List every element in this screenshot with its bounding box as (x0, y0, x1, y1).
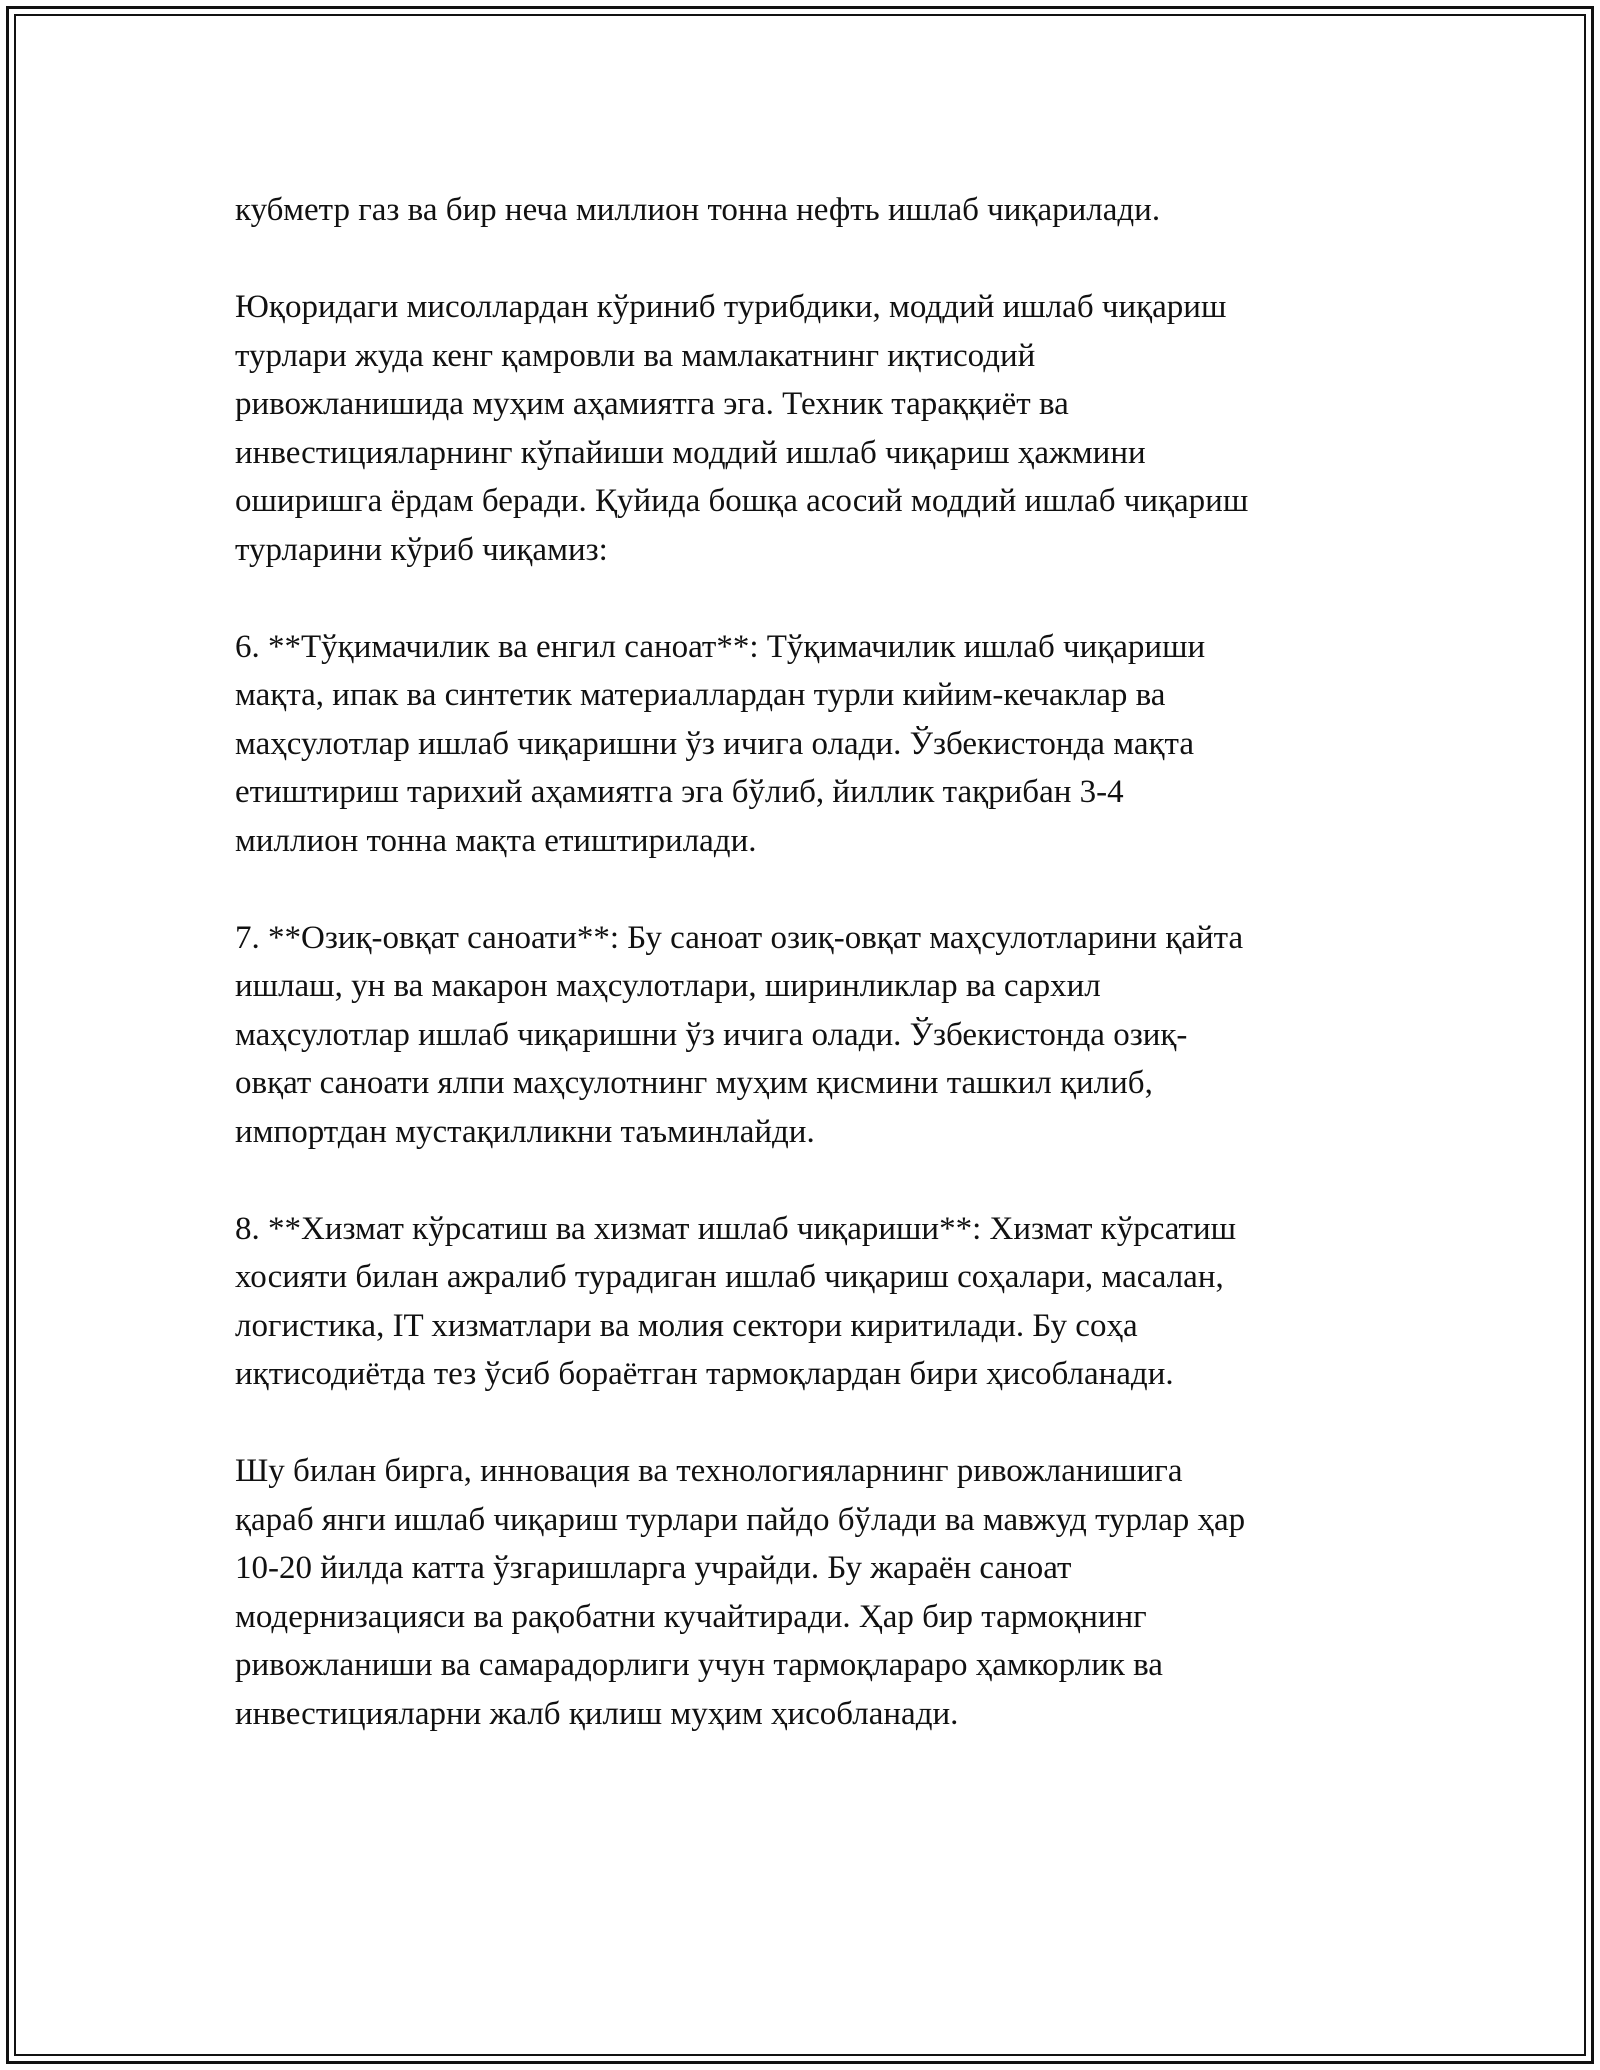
text-line: ривожланиши ва самарадорлиги учун тармоқлараро ҳамкорлик ва (235, 1647, 1163, 1683)
text-line: турларини кўриб чиқамиз: (235, 531, 608, 568)
text-line: қараб янги ишлаб чиқариш турлари пайдо бўлади ва мавжуд турлар ҳар (235, 1501, 1246, 1538)
text-line: маҳсулотлар ишлаб чиқаришни ўз ичига олади. Ўзбекистонда мақта (235, 725, 1195, 762)
paragraph-1 (235, 186, 1385, 235)
text-line: оширишга ёрдам беради. Қуйида бошқа асосий моддий ишлаб чиқариш (235, 483, 1249, 519)
text-line: логистика, IT хизматлари ва молия сектори киритилади. Бу соҳа (235, 1307, 1138, 1344)
paragraph-4 (235, 914, 1385, 1157)
text-line: етиштириш тарихий аҳамиятга эга бўлиб, йиллик тақрибан 3-4 (235, 774, 1124, 810)
text-line: овқат саноати ялпи маҳсулотнинг муҳим қисмини ташкил қилиб, (235, 1065, 1153, 1101)
text-line: ривожланишида муҳим аҳамиятга эга. Техник тараққиёт ва (235, 386, 1069, 422)
text-line: миллион тонна мақта етиштирилади. (235, 822, 757, 859)
text-line: 10-20 йилда катта ўзгаришларга учрайди. Бу жараён саноат (235, 1550, 1072, 1586)
text-line: кубметр газ ва бир неча миллион тонна нефть ишлаб чиқарилади. (235, 192, 1161, 228)
paragraph-2 (235, 283, 1385, 574)
text-line: 8. **Хизмат кўрсатиш ва хизмат ишлаб чиқариши**: Хизмат кўрсатиш (235, 1210, 1237, 1247)
text-line: 6. **Тўқимачилик ва енгил саноат**: Тўқимачилик ишлаб чиқариши (235, 628, 1206, 665)
text-line: инвестицияларни жалб қилиш муҳим ҳисобланади. (235, 1695, 959, 1732)
document-body (235, 186, 1385, 1787)
text-line: модернизацияси ва рақобатни кучайтиради. Ҳар бир тармоқнинг (235, 1598, 1147, 1635)
text-line: мақта, ипак ва синтетик материаллардан турли кийим-кечаклар ва (235, 677, 1166, 713)
paragraph-3 (235, 623, 1385, 866)
text-line: Шу билан бирга, инновация ва технологияларнинг ривожланишига (235, 1453, 1183, 1489)
text-line: хосияти билан ажралиб турадиган ишлаб чиқариш соҳалари, масалан, (235, 1259, 1224, 1295)
text-line: маҳсулотлар ишлаб чиқаришни ўз ичига олади. Ўзбекистонда озиқ- (235, 1016, 1188, 1053)
text-line: инвестицияларнинг кўпайиши моддий ишлаб чиқариш ҳажмини (235, 434, 1146, 471)
text-line: турлари жуда кенг қамровли ва мамлакатнинг иқтисодий (235, 337, 1036, 374)
text-line: импортдан мустақилликни таъминлайди. (235, 1113, 815, 1150)
text-line: 7. **Озиқ-овқат саноати**: Бу саноат озиқ-овқат маҳсулотларини қайта (235, 919, 1244, 956)
text-line: Юқоридаги мисоллардан кўриниб турибдики, моддий ишлаб чиқариш (235, 289, 1227, 325)
text-line: иқтисодиётда тез ўсиб бораётган тармоқлардан бири ҳисобланади. (235, 1356, 1174, 1392)
paragraph-6 (235, 1447, 1385, 1738)
text-line: ишлаш, ун ва макарон маҳсулотлари, ширинликлар ва сархил (235, 968, 1101, 1004)
paragraph-5 (235, 1205, 1385, 1399)
